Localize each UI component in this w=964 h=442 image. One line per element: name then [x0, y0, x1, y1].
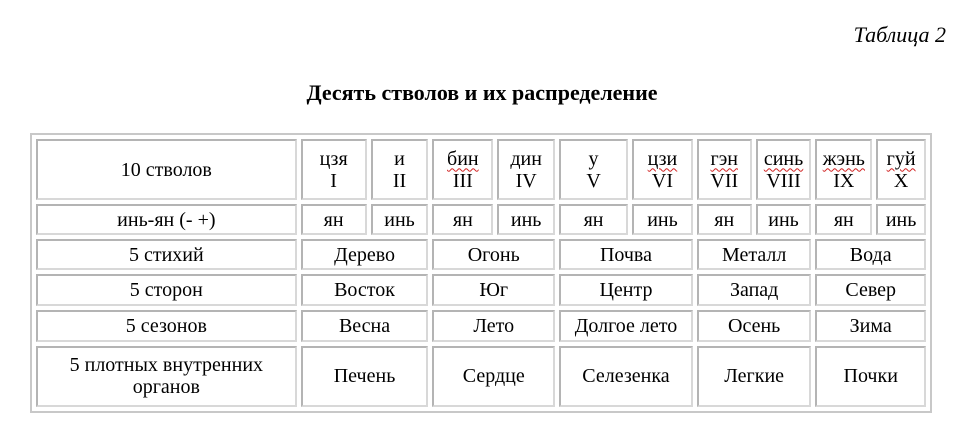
stem-cell: цзя I: [301, 139, 367, 200]
seasons-row: [36, 310, 926, 342]
organ-cell: Сердце: [432, 346, 555, 407]
table-caption: Таблица 2: [853, 22, 946, 47]
stem-cell: гэн VII: [697, 139, 752, 200]
yinyang-cell: инь: [632, 204, 693, 235]
organ-cell: Почки: [815, 346, 926, 407]
yinyang-row: [36, 204, 926, 235]
row-header: инь-ян (- +): [36, 204, 297, 235]
page-title: Десять стволов и их распределение: [306, 80, 658, 105]
element-cell: Металл: [697, 239, 812, 271]
direction-cell: Юг: [432, 274, 555, 306]
yinyang-cell: инь: [497, 204, 555, 235]
organ-cell: Печень: [301, 346, 429, 407]
season-cell: Осень: [697, 310, 812, 342]
direction-cell: Запад: [697, 274, 812, 306]
ten-stems-table: [30, 133, 932, 413]
direction-cell: Север: [815, 274, 926, 306]
yinyang-cell: ян: [697, 204, 752, 235]
row-header: 5 сторон: [36, 274, 297, 306]
organs-row: [36, 346, 926, 407]
season-cell: Лето: [432, 310, 555, 342]
row-header: 10 стволов: [36, 139, 297, 200]
element-cell: Дерево: [301, 239, 429, 271]
stem-cell: у V: [559, 139, 628, 200]
yinyang-cell: инь: [371, 204, 429, 235]
stem-cell: гуй X: [876, 139, 926, 200]
season-cell: Зима: [815, 310, 926, 342]
stem-cell: жэнь IX: [815, 139, 872, 200]
stem-cell: и II: [371, 139, 429, 200]
stem-cell: дин IV: [497, 139, 555, 200]
yinyang-cell: ян: [432, 204, 493, 235]
stems-row: [36, 139, 926, 200]
yinyang-cell: ян: [815, 204, 872, 235]
stem-cell: синь VIII: [756, 139, 812, 200]
row-header: 5 плотных внутренних органов: [36, 346, 297, 407]
element-cell: Огонь: [432, 239, 555, 271]
season-cell: Весна: [301, 310, 429, 342]
yinyang-cell: ян: [301, 204, 367, 235]
row-header: 5 стихий: [36, 239, 297, 271]
organ-cell: Легкие: [697, 346, 812, 407]
direction-cell: Центр: [559, 274, 693, 306]
stem-cell: бин III: [432, 139, 493, 200]
organ-cell: Селезенка: [559, 346, 693, 407]
direction-cell: Восток: [301, 274, 429, 306]
element-cell: Вода: [815, 239, 926, 271]
elements-row: [36, 239, 926, 271]
yinyang-cell: инь: [876, 204, 926, 235]
yinyang-cell: инь: [756, 204, 812, 235]
yinyang-cell: ян: [559, 204, 628, 235]
element-cell: Почва: [559, 239, 693, 271]
directions-row: [36, 274, 926, 306]
stem-cell: цзи VI: [632, 139, 693, 200]
row-header: 5 сезонов: [36, 310, 297, 342]
season-cell: Долгое лето: [559, 310, 693, 342]
